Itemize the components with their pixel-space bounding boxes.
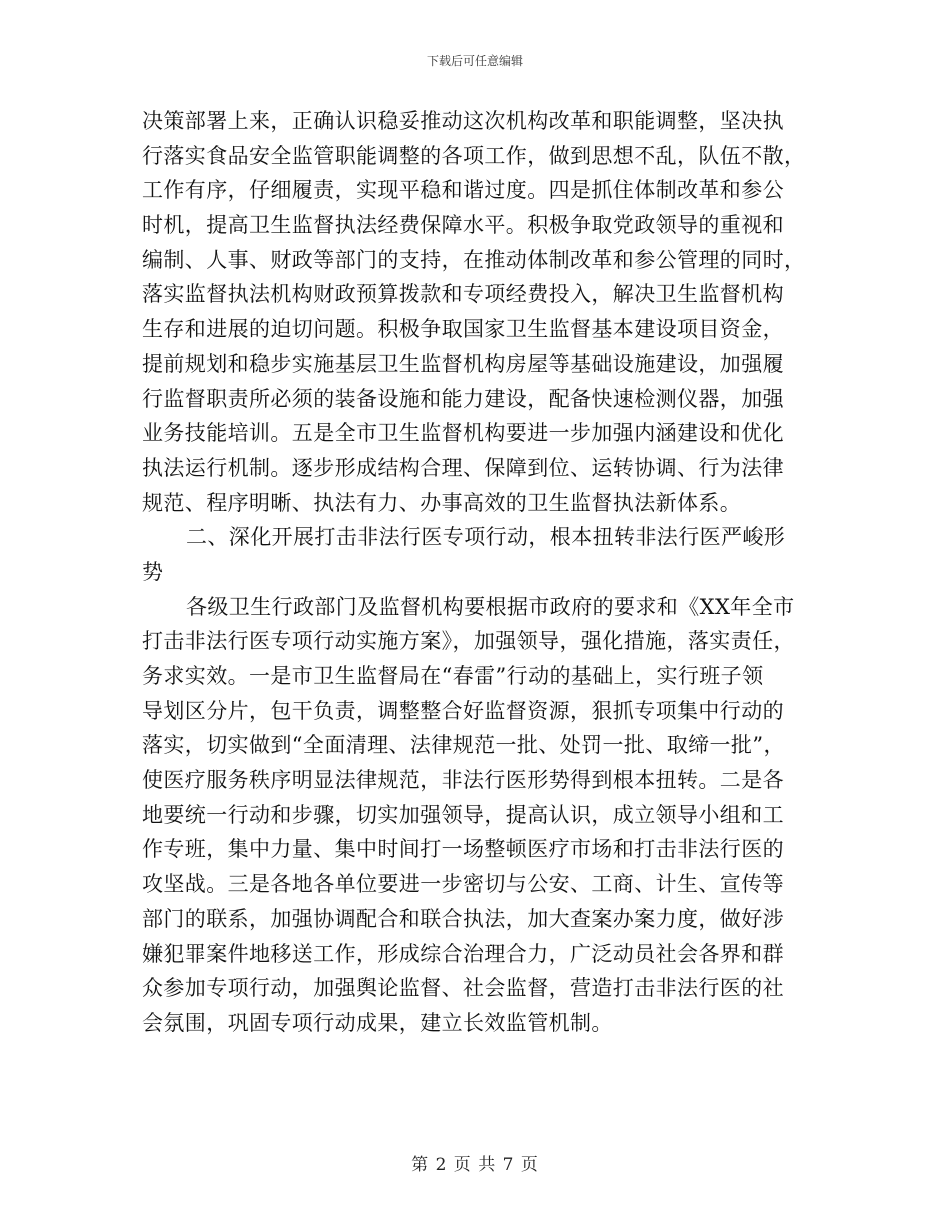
text-line: 使医疗服务秩序明显法律规范，非法行医形势得到根本扭转。二是各	[142, 768, 784, 793]
text-line: 提前规划和稳步实施基层卫生监督机构房屋等基础设施建设，加强履	[142, 351, 784, 376]
text-line: 业务技能培训。五是全市卫生监督机构要进一步加强内涵建设和优化	[142, 421, 784, 446]
page-number: 第 2 页 共 7 页	[411, 1155, 539, 1175]
text-line: 时机，提高卫生监督执法经费保障水平。积极争取党政领导的重视和	[142, 213, 784, 238]
text-line: 行落实食品安全监管职能调整的各项工作，做到思想不乱，队伍不散，	[142, 143, 806, 168]
text-line: 生存和进展的迫切问题。积极争取国家卫生监督基本建设项目资金，	[142, 317, 784, 342]
text-line: 行监督职责所必须的装备设施和能力建设，配备快速检测仪器，加强	[142, 386, 784, 411]
text-line: 编制、人事、财政等部门的支持，在推动体制改革和参公管理的同时，	[142, 247, 806, 272]
text-line: 攻坚战。三是各地各单位要进一步密切与公安、工商、计生、宣传等	[142, 872, 784, 897]
text-line: 规范、程序明晰、执法有力、办事高效的卫生监督执法新体系。	[142, 490, 742, 515]
text-line: 会氛围，巩固专项行动成果，建立长效监管机制。	[142, 1010, 613, 1035]
text-line: 工作有序，仔细履责，实现平稳和谐过度。四是抓住体制改革和参公	[142, 178, 784, 203]
document-body	[142, 104, 808, 1041]
section-heading: 二、深化开展打击非法行医专项行动，根本扭转非法行医严峻形	[186, 525, 786, 550]
text-line: 部门的联系，加强协调配合和联合执法，加大查案办案力度，做好涉	[142, 906, 784, 931]
text-line: 导划区分片，包干负责，调整整合好监督资源，狠抓专项集中行动的	[142, 698, 784, 723]
text-line: 务求实效。一是市卫生监督局在“春雷”行动的基础上，实行班子领	[142, 664, 764, 688]
text-line: 地要统一行动和步骤，切实加强领导，提高认识，成立领导小组和工	[142, 802, 784, 827]
paragraph-start: 各级卫生行政部门及监督机构要根据市政府的要求和《XX年全市	[186, 594, 795, 619]
text-line: 落实，切实做到“全面清理、法律规范一批、处罚一批、取缔一批”，	[142, 733, 785, 758]
text-line: 决策部署上来，正确认识稳妥推动这次机构改革和职能调整，坚决执	[142, 109, 784, 133]
text-line: 执法运行机制。逐步形成结构合理、保障到位、运转协调、行为法律	[142, 455, 784, 480]
page-header: 下载后可任意编辑	[426, 54, 523, 68]
text-line: 打击非法行医专项行动实施方案》，加强领导，强化措施，落实责任，	[142, 629, 795, 654]
text-line: 落实监督执法机构财政预算拨款和专项经费投入，解决卫生监督机构	[142, 282, 784, 307]
text-line: 作专班，集中力量、集中时间打一场整顿医疗市场和打击非法行医的	[142, 837, 784, 862]
text-line: 嫌犯罪案件地移送工作，形成综合治理合力，广泛动员社会各界和群	[142, 941, 784, 966]
section-heading-cont: 势	[142, 559, 164, 584]
text-line: 众参加专项行动，加强舆论监督、社会监督，营造打击非法行医的社	[142, 976, 784, 1001]
